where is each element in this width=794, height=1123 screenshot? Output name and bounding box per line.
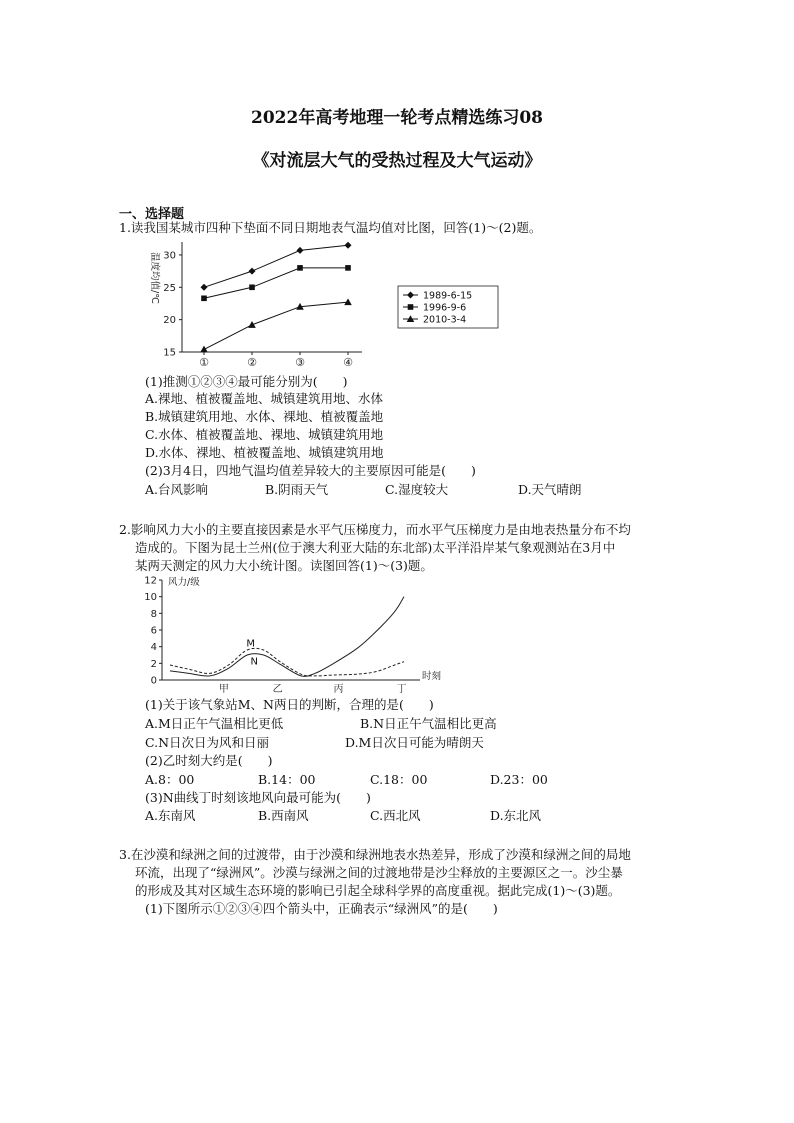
chart1-y-tick-label: 20 — [163, 315, 176, 327]
chart1-x-tick-label: ④ — [343, 356, 353, 369]
chart2-y-axis-label: 风力/级 — [168, 577, 200, 588]
chart2-x-axis-label: 时刻 — [422, 671, 442, 682]
chart1-x-tick-label: ① — [199, 356, 209, 369]
section-heading: 一、选择题 — [119, 207, 185, 222]
q1-sub1: (1)推测①②③④最可能分别为( ) — [145, 374, 348, 389]
q1-sub2-option-d[interactable]: D.天气晴朗 — [518, 482, 582, 497]
q2-sub2-option-d[interactable]: D.23：00 — [490, 772, 548, 787]
q2-stem-line2: 造成的。下图为昆士兰州(位于澳大利亚大陆的东北部)太平洋沿岸某气象观测站在3月中 — [135, 540, 616, 555]
q2-sub3-option-a[interactable]: A.东南风 — [145, 808, 196, 823]
chart2-x-marker: 丙 — [333, 684, 344, 695]
chart2-y-tick-label: 4 — [150, 642, 157, 654]
chart2-y-tick-label: 12 — [144, 575, 157, 587]
chart1-y-tick-label: 30 — [163, 250, 176, 262]
q3-stem-line3: 的形成及其对区域生态环境的影响已引起全球科学界的高度重视。据此完成(1)～(3)题。 — [135, 883, 621, 898]
chart1-point — [248, 321, 256, 328]
chart2-marks — [170, 597, 404, 677]
q2-sub3: (3)N曲线丁时刻该地风向最可能为( ) — [145, 790, 371, 805]
chart1-point — [345, 265, 351, 271]
q2-sub2-option-b[interactable]: B.14：00 — [258, 772, 316, 787]
q2-stem-line3: 某两天测定的风力大小统计图。读图回答(1)～(3)题。 — [135, 558, 433, 573]
q1-sub2: (2)3月4日，四地气温均值差异较大的主要原因可能是( ) — [145, 463, 476, 478]
chart1-point — [297, 247, 304, 254]
chart1-y-tick-label: 15 — [163, 347, 176, 359]
q2-sub2-option-a[interactable]: A.8：00 — [145, 772, 195, 787]
chart2-y-tick-label: 10 — [144, 592, 157, 604]
q2-sub1-option-d[interactable]: D.M日次日可能为晴朗天 — [345, 735, 484, 750]
page-title: 2022年高考地理一轮考点精选练习08 — [251, 108, 543, 128]
q2-stem-line1: 2.影响风力大小的主要直接因素是水平气压梯度力，而水平气压梯度力是由地表热量分布不均 — [119, 522, 631, 537]
chart1-point — [201, 295, 207, 301]
chart1-legend-label: 1996-9-6 — [423, 302, 467, 314]
q2-sub3-option-d[interactable]: D.东北风 — [490, 808, 542, 823]
chart2-x-marker: 甲 — [218, 684, 229, 695]
q1-sub1-option-b[interactable]: B.城镇建筑用地、水体、裸地、植被覆盖地 — [145, 409, 384, 424]
chart1-series-line-2 — [204, 268, 348, 298]
page-subtitle: 《对流层大气的受热过程及大气运动》 — [252, 151, 542, 171]
chart1-point — [249, 268, 256, 275]
chart2-series-N — [170, 597, 404, 677]
chart1-y-tick-label: 25 — [163, 282, 176, 294]
chart2-series-M — [170, 648, 404, 676]
chart2-y-tick-label: 6 — [150, 625, 157, 637]
chart1-legend-marker — [408, 304, 414, 310]
q2-sub3-option-b[interactable]: B.西南风 — [258, 808, 309, 823]
chart1-legend-label: 2010-3-4 — [423, 314, 467, 326]
q1-sub1-option-a[interactable]: A.裸地、植被覆盖地、城镇建筑用地、水体 — [145, 391, 384, 406]
chart1-series-line-3 — [204, 302, 348, 349]
q2-sub1: (1)关于该气象站M、N两日的判断，合理的是( ) — [145, 697, 434, 712]
q2-sub2-option-c[interactable]: C.18：00 — [370, 772, 428, 787]
q3-stem-line1: 3.在沙漠和绿洲之间的过渡带，由于沙漠和绿洲地表水热差异，形成了沙漠和绿洲之间的局地 — [119, 847, 631, 862]
q1-sub1-option-d[interactable]: D.水体、裸地、植被覆盖地、城镇建筑用地 — [145, 445, 384, 460]
chart2-label-n: N — [250, 656, 258, 668]
chart1-x-tick-label: ③ — [295, 356, 305, 369]
q1-sub1-option-c[interactable]: C.水体、植被覆盖地、裸地、城镇建筑用地 — [145, 427, 384, 442]
chart1-legend — [398, 286, 498, 328]
q2-sub1-option-c[interactable]: C.N日次日为风和日丽 — [145, 735, 270, 750]
chart2-axes — [144, 576, 441, 696]
q2-sub2: (2)乙时刻大约是( ) — [145, 753, 273, 768]
chart1-marks — [200, 242, 352, 353]
chart1-y-axis-label: 温度均值/℃ — [149, 252, 160, 304]
q1-sub2-option-b[interactable]: B.阴雨天气 — [265, 482, 329, 497]
q2-sub1-option-b[interactable]: B.N日正午气温相比更高 — [360, 716, 497, 731]
q1-stem: 1.读我国某城市四种下垫面不同日期地表气温均值对比图，回答(1)～(2)题。 — [119, 220, 542, 235]
q3-stem-line2: 环流，出现了“绿洲风”。沙漠与绿洲之间的过渡地带是沙尘释放的主要源区之一。沙尘暴 — [135, 865, 623, 880]
chart2-x-marker: 丁 — [396, 684, 407, 695]
q2-sub1-option-a[interactable]: A.M日正午气温相比更低 — [145, 716, 284, 731]
chart2-y-tick-label: 2 — [150, 658, 157, 670]
chart2-y-tick-label: 0 — [150, 675, 157, 687]
chart1-axes — [149, 242, 362, 369]
q3-sub1: (1)下图所示①②③④四个箭头中，正确表示“绿洲风”的是( ) — [145, 901, 498, 916]
chart1-point — [201, 284, 208, 291]
chart1-point — [249, 284, 255, 290]
q1-sub2-option-c[interactable]: C.湿度较大 — [385, 482, 449, 497]
chart2-label-m: M — [246, 638, 256, 650]
chart1-x-tick-label: ② — [247, 356, 257, 369]
q2-sub3-option-c[interactable]: C.西北风 — [370, 808, 421, 823]
chart1-point — [200, 346, 208, 353]
chart-temperature — [140, 238, 473, 370]
q1-sub2-option-a[interactable]: A.台风影响 — [145, 482, 209, 497]
chart1-point — [345, 242, 352, 249]
chart1-point — [344, 298, 352, 305]
chart2-x-marker: 乙 — [272, 684, 283, 695]
chart1-point — [297, 265, 303, 271]
chart-wind — [140, 574, 440, 698]
chart2-y-tick-label: 8 — [150, 608, 157, 620]
chart1-series-line-1 — [204, 245, 348, 287]
chart1-legend-label: 1989-6-15 — [423, 290, 473, 302]
